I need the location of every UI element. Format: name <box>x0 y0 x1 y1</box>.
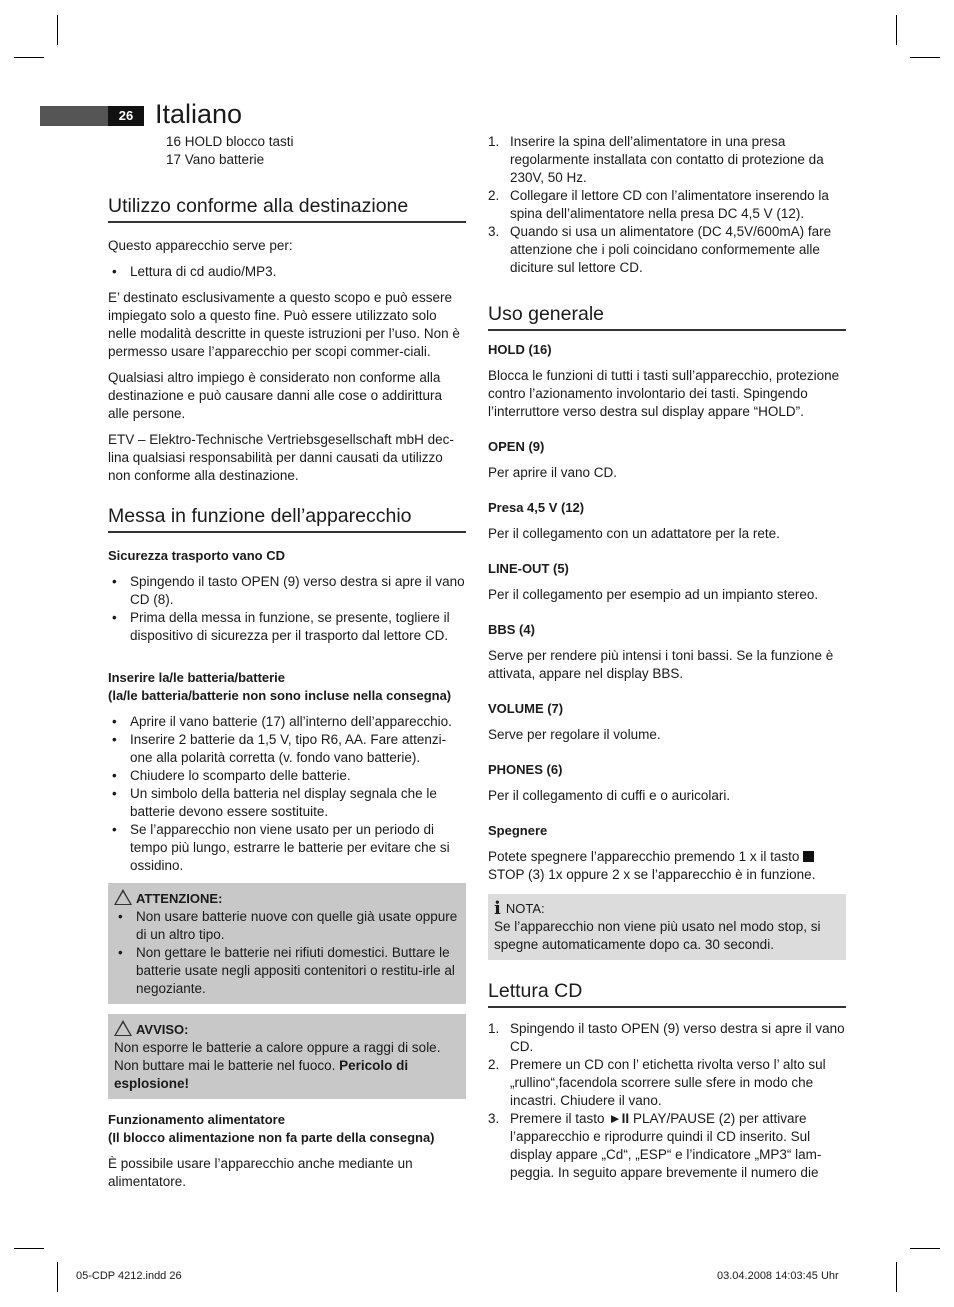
list-number: 1. <box>488 1021 500 1036</box>
list-number: 3. <box>488 224 500 239</box>
warning-text-body: Non esporre le batterie a calore oppure a raggi di sole. Non buttare mai le batterie nel fuoco. <box>114 1040 441 1073</box>
list-item <box>488 223 846 277</box>
paragraph: Per aprire il vano CD. <box>488 465 618 480</box>
list-item: • Chiudere lo scomparto delle batterie. <box>108 767 466 785</box>
list-item <box>488 187 846 223</box>
warning-label: AVVISO: <box>136 1022 189 1037</box>
list-item: • Se l’apparecchio non viene usato per un periodo di tempo più lungo, estrarre le batterie per evitare che si ossidino. <box>108 821 466 875</box>
list-number: 3. <box>488 1111 500 1126</box>
subheading: Sicurezza trasporto vano CD <box>108 548 285 563</box>
note-text: Se l’apparecchio non viene più usato nel modo stop, si spegne automaticamente dopo ca. 30 secondi. <box>494 919 821 952</box>
numbered-list <box>488 1020 846 1182</box>
warning-text-bold: Pericolo di esplosione! <box>114 1058 409 1091</box>
crop-mark <box>14 1248 44 1249</box>
paragraph: Per il collegamento di cuffi e o auricolari. <box>488 788 731 803</box>
list-text: PLAY/PAUSE (2) per attivare l’apparecchio e riprodurre quindi il CD inserito. Sul display appare „Cd“, „ESP“ e l’indicatore „MP3“ lam-peggia. In seguito appare brevemente il numero die <box>510 1111 822 1180</box>
subheading: OPEN (9) <box>488 439 545 454</box>
subheading: (la/le batteria/batterie non sono incluse nella consegna) <box>108 688 452 703</box>
subheading: VOLUME (7) <box>488 701 564 716</box>
list-item <box>488 133 846 187</box>
paragraph <box>488 848 846 884</box>
crop-mark <box>14 57 44 58</box>
crop-mark <box>896 1262 897 1292</box>
list-item: • Lettura di cd audio/MP3. <box>108 263 466 281</box>
warning-box-avviso <box>108 1014 466 1099</box>
bullet-list <box>108 263 466 281</box>
paragraph: Per il collegamento per esempio ad un impianto stereo. <box>488 587 819 602</box>
bullet-list <box>108 573 466 645</box>
list-item: • Prima della messa in funzione, se presente, togliere il dispositivo di sicurezza per il trasporto dal lettore CD. <box>108 609 466 645</box>
left-column <box>108 133 466 1199</box>
list-item: • Un simbolo della batteria nel display segnala che le batterie devono essere sostituite. <box>108 785 466 821</box>
list-item: • Inserire 2 batterie da 1,5 V, tipo R6, AA. Fare attenzi-one alla polarità corretta (v. fondo vano batterie). <box>108 731 466 767</box>
list-text: Collegare il lettore CD con l’alimentatore inserendo la spina dell’alimentatore nella presa DC 4,5 V (12). <box>510 188 829 221</box>
crop-mark <box>910 57 940 58</box>
crop-mark <box>910 1248 940 1249</box>
part-item: 16 HOLD blocco tasti <box>166 134 294 149</box>
warning-label: ATTENZIONE: <box>136 891 223 906</box>
stop-icon <box>803 851 814 862</box>
page-number: 26 <box>108 106 144 126</box>
subheading: Inserire la/le batteria/batterie <box>108 670 286 685</box>
parts-list <box>108 133 466 169</box>
subheading: Presa 4,5 V (12) <box>488 500 585 515</box>
bullet-list <box>114 908 460 998</box>
section-heading-messa: Messa in funzione dell’apparecchio <box>108 503 466 533</box>
subheading: Spegnere <box>488 823 548 838</box>
paragraph: Serve per regolare il volume. <box>488 727 661 742</box>
list-item: • Spingendo il tasto OPEN (9) verso destra si apre il vano CD (8). <box>108 573 466 609</box>
subheading: (Il blocco alimentazione non fa parte della consegna) <box>108 1130 435 1145</box>
paragraph: Questo apparecchio serve per: <box>108 238 293 253</box>
page-title: Italiano <box>155 99 243 129</box>
warning-box-attenzione <box>108 883 466 1004</box>
footer-date: 03.04.2008 14:03:45 Uhr <box>717 1270 839 1282</box>
crop-mark <box>57 15 58 45</box>
warning-text <box>114 1039 460 1093</box>
list-number: 2. <box>488 188 500 203</box>
list-number: 2. <box>488 1057 500 1072</box>
section-heading-utilizzo: Utilizzo conforme alla destinazione <box>108 193 466 223</box>
paragraph: E’ destinato esclusivamente a questo scopo e può essere impiegato solo a questo fine. Può essere utilizzato solo nelle modalità descritte in queste istruzioni per l’uso. Non è permesso usare l’apparecchio per scopi commer-ciali. <box>108 290 460 359</box>
warning-icon <box>114 889 132 905</box>
list-item <box>488 1110 846 1182</box>
list-item <box>488 1056 846 1110</box>
paragraph: Serve per rendere più intensi i toni bassi. Se la funzione è attivata, appare nel display BBS. <box>488 648 834 681</box>
bullet-list <box>108 713 466 875</box>
paragraph: ETV – Elektro-Technische Vertriebsgesellschaft mbH dec-lina qualsiasi responsabilità per danni causati da utilizzo non conforme alla destinazione. <box>108 432 454 483</box>
list-item: • Non usare batterie nuove con quelle già usate oppure di un altro tipo. <box>114 908 460 944</box>
subheading: LINE-OUT (5) <box>488 561 569 576</box>
right-column <box>488 133 846 1182</box>
list-text: Inserire la spina dell’alimentatore in una presa regolarmente installata con contatto di protezione da 230V, 50 Hz. <box>510 134 824 185</box>
note-box <box>488 894 846 960</box>
subheading: Funzionamento alimentatore <box>108 1112 285 1127</box>
crop-mark <box>57 1262 58 1292</box>
subheading: HOLD (16) <box>488 342 552 357</box>
info-icon: i <box>494 898 501 919</box>
paragraph-text: STOP (3) 1x oppure 2 x se l’apparecchio è in funzione. <box>488 867 816 882</box>
numbered-list <box>488 133 846 277</box>
footer-file: 05-CDP 4212.indd 26 <box>76 1270 182 1282</box>
note-label: NOTA: <box>505 901 545 916</box>
paragraph: Per il collegamento con un adattatore per la rete. <box>488 526 780 541</box>
crop-mark <box>896 15 897 45</box>
paragraph: È possibile usare l’apparecchio anche mediante un alimentatore. <box>108 1156 413 1189</box>
list-text: Quando si usa un alimentatore (DC 4,5V/600mA) fare attenzione che i poli coincidano conformemente alle diciture sul lettore CD. <box>510 224 832 275</box>
paragraph-text: Potete spegnere l’apparecchio premendo 1 x il tasto <box>488 849 800 864</box>
list-text: Premere un CD con l’ etichetta rivolta verso l’ alto sul „rullino“,facendola scorrere sulle sfere in modo che incastri. Chiudere il vano. <box>510 1057 826 1108</box>
paragraph: Qualsiasi altro impiego è considerato non conforme alla destinazione e può causare danni alle cose o addirittura alle persone. <box>108 370 442 421</box>
paragraph: Blocca le funzioni di tutti i tasti sull’apparecchio, protezione contro l’azionamento involontario dei tasti. Spingendo l’interruttore verso destra sul display appare “HOLD”. <box>488 368 840 419</box>
list-text: Premere il tasto <box>510 1111 605 1126</box>
list-text: Spingendo il tasto OPEN (9) verso destra si apre il vano CD. <box>510 1021 845 1054</box>
section-heading-uso: Uso generale <box>488 301 846 331</box>
section-heading-lettura: Lettura CD <box>488 978 846 1008</box>
warning-icon <box>114 1020 132 1036</box>
list-item: • Aprire il vano batterie (17) all’interno dell’apparecchio. <box>108 713 466 731</box>
play-pause-icon: ►II <box>608 1111 630 1126</box>
subheading: BBS (4) <box>488 622 535 637</box>
list-item: • Non gettare le batterie nei rifiuti domestici. Buttare le batterie usate negli appositi contenitori o restitu-irle al negoziante. <box>114 944 460 998</box>
subheading: PHONES (6) <box>488 762 563 777</box>
part-item: 17 Vano batterie <box>166 152 265 167</box>
list-number: 1. <box>488 134 500 149</box>
list-item <box>488 1020 846 1056</box>
